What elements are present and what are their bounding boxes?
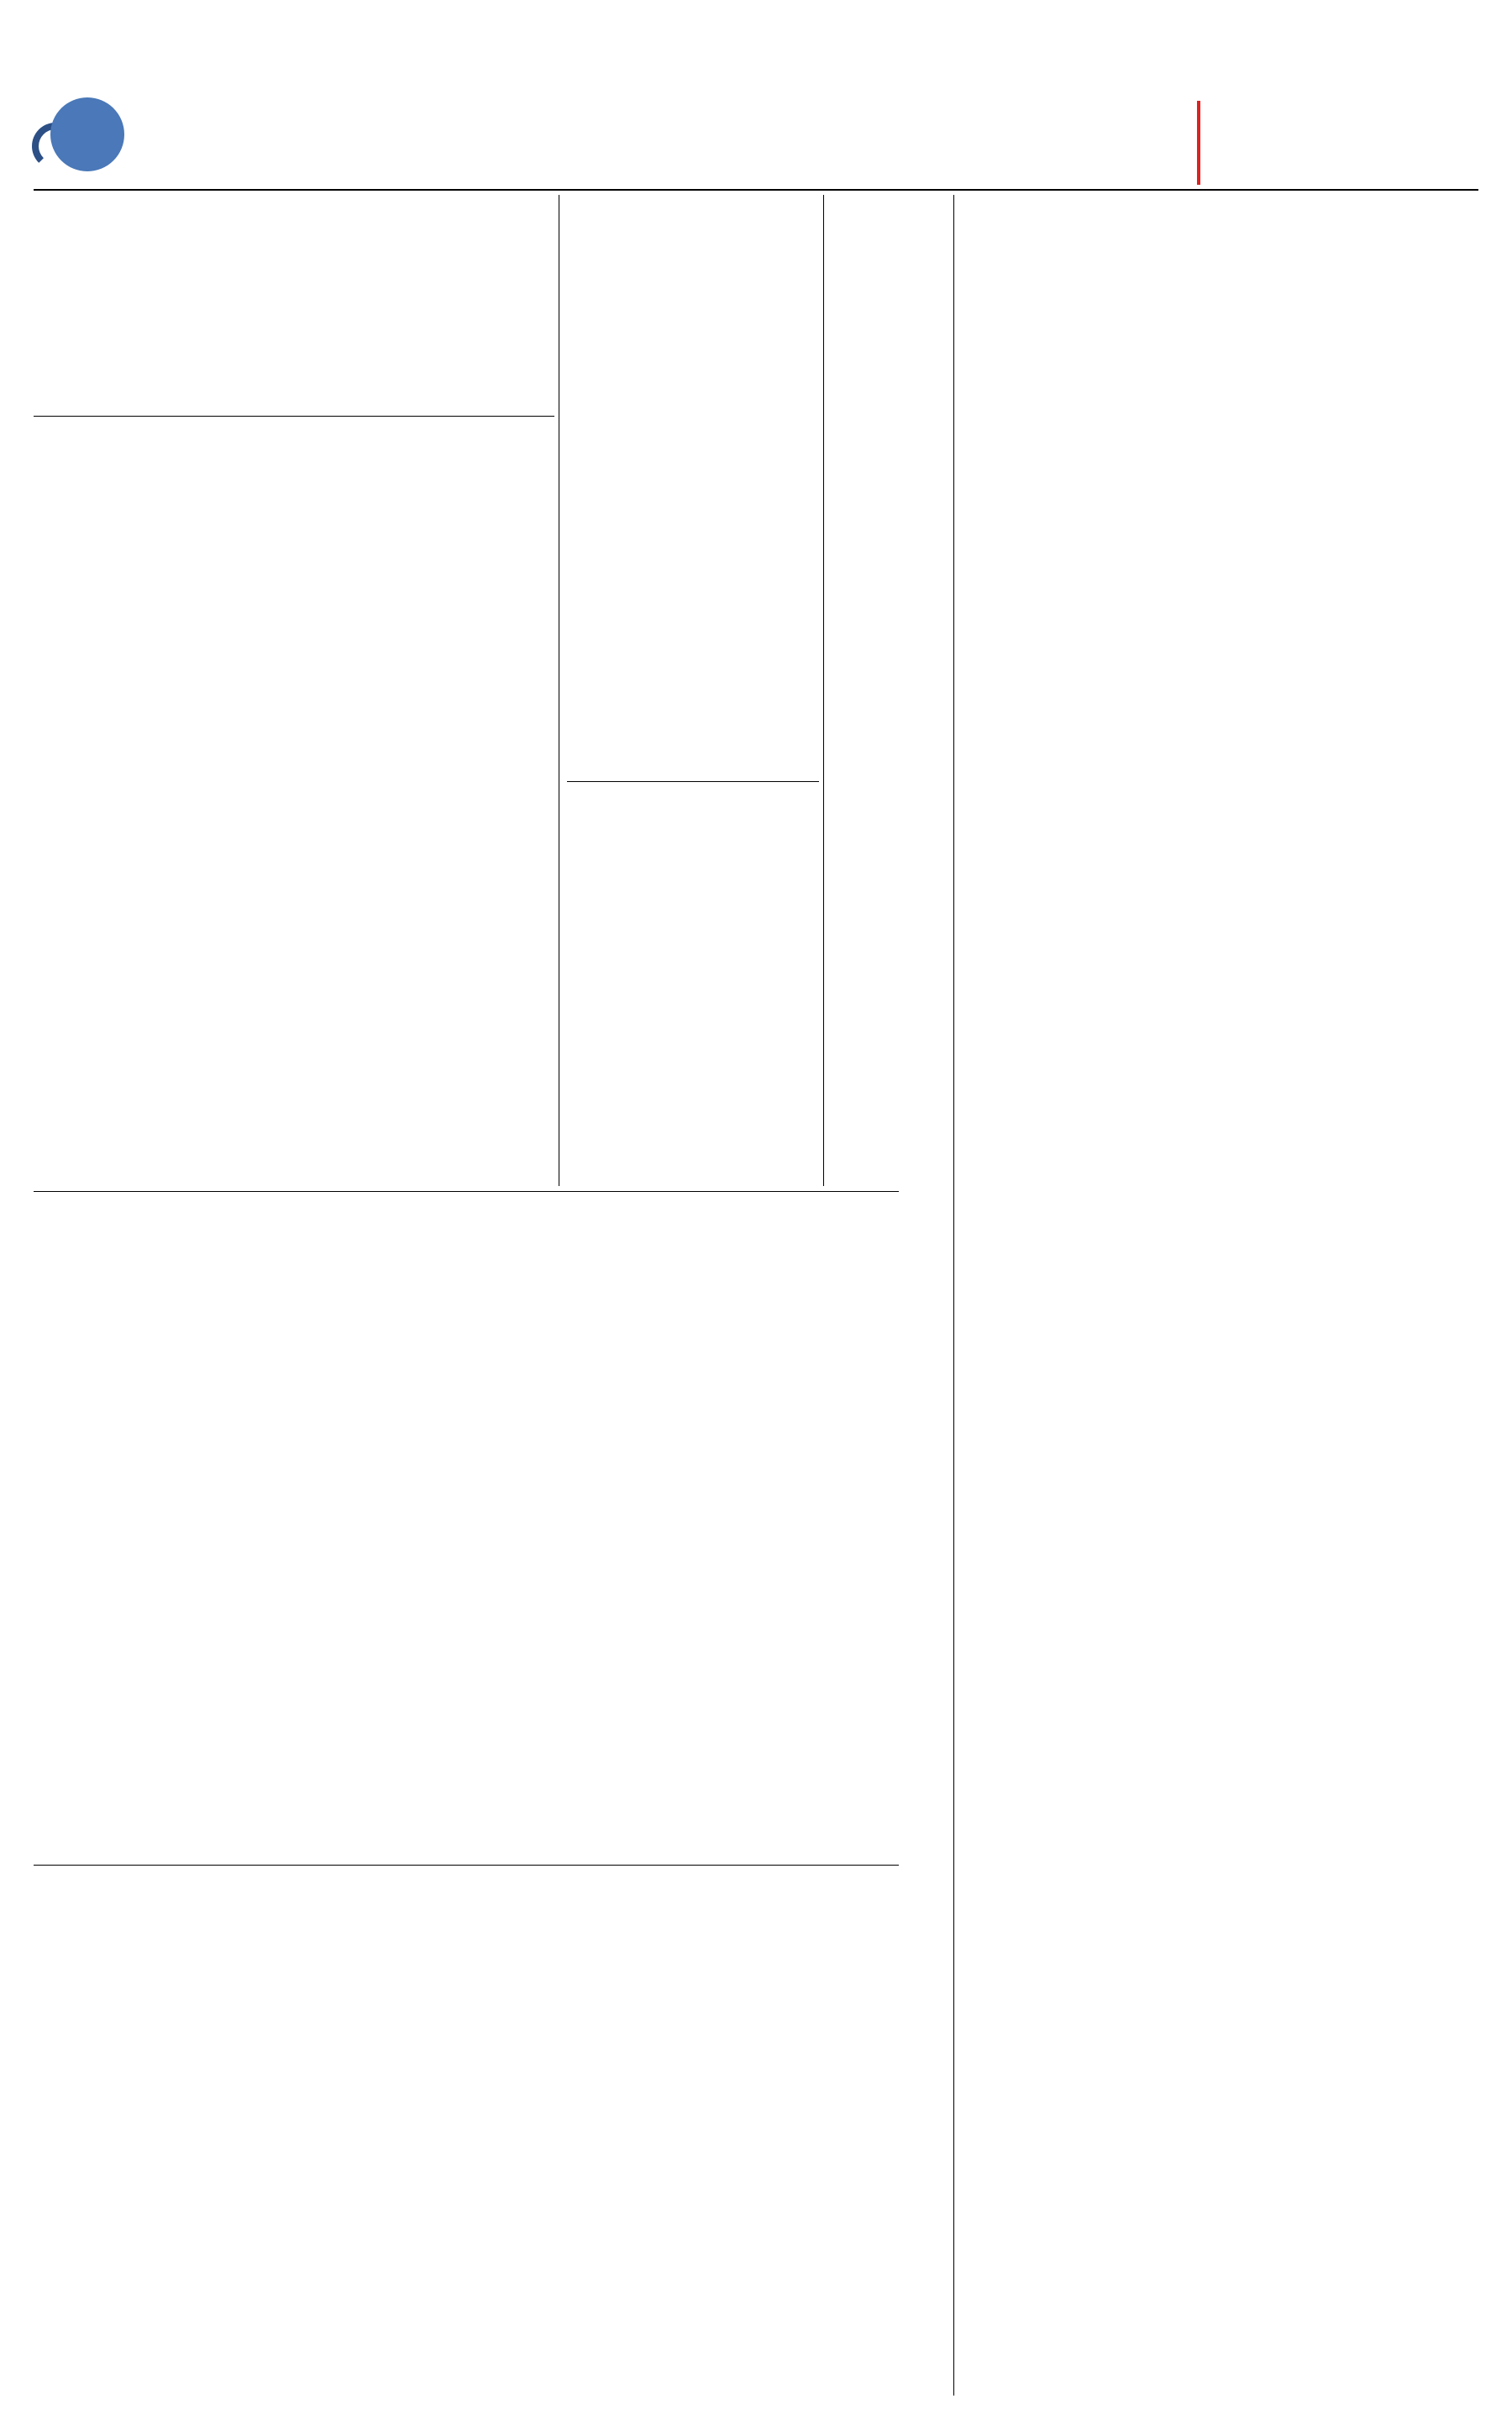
masthead-separator: [1197, 101, 1200, 185]
rule: [34, 1865, 899, 1866]
rule: [34, 1191, 899, 1192]
column-divider: [823, 195, 824, 1186]
article-body-bandarban-cont: [470, 1210, 899, 1856]
rule: [567, 781, 819, 782]
page-number-badge: [32, 97, 124, 181]
article-body-metro: [34, 286, 554, 412]
article-body-bogura: [567, 838, 819, 1183]
column-divider: [953, 195, 954, 2396]
article-body-dabdah: [34, 1925, 454, 2396]
page-number: [50, 97, 124, 171]
article-body-israel: [34, 680, 554, 983]
article-body-buet: [567, 331, 819, 776]
article-body-bandarban: [34, 1252, 454, 1856]
article-body-dabdah-cont: [470, 1907, 899, 2394]
rule: [34, 416, 554, 417]
masthead-rule: [34, 189, 1478, 191]
article-body-ziaur: [34, 514, 554, 623]
article-body-golaguli: [34, 1040, 554, 1183]
